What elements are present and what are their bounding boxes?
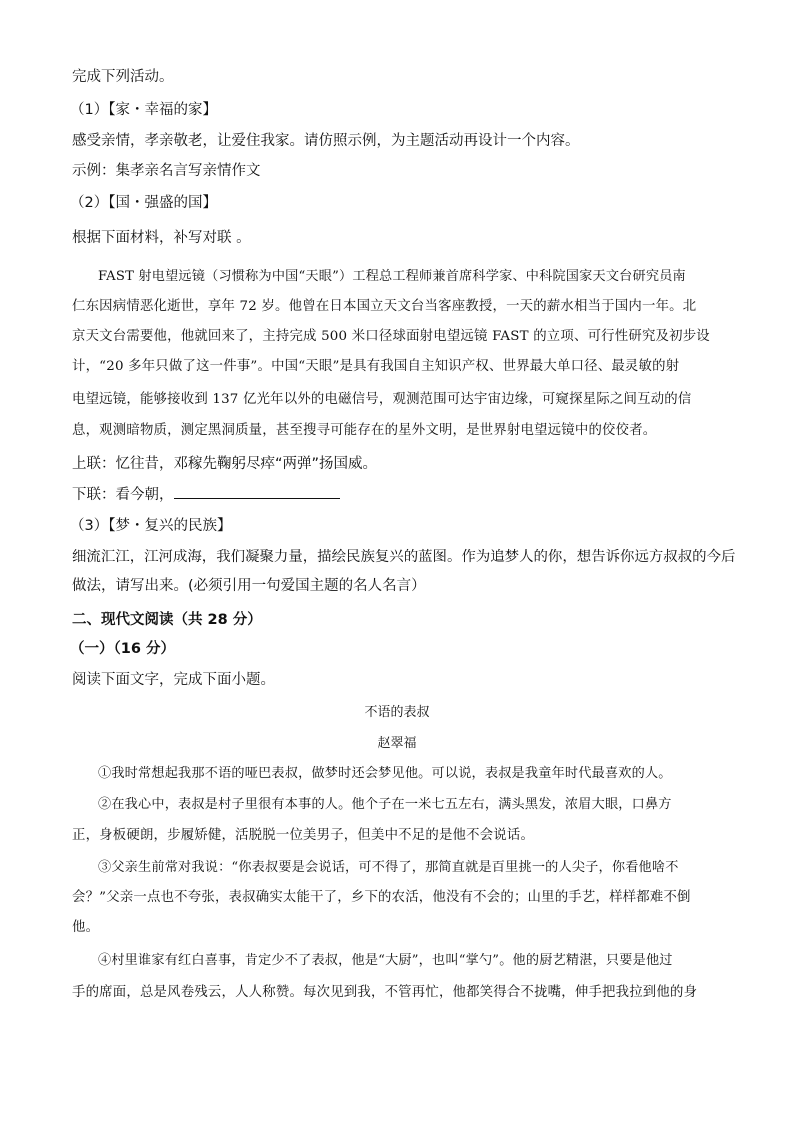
part2-instruction: 根据下面材料，补写对联 。 (72, 230, 251, 246)
article-line: 手的席面，总是风卷残云，人人称赞。每次见到我，不管再忙，他都笑得合不拢嘴，伸手把我拉到他的身 (72, 985, 698, 1000)
part1-example: 示例：集孝亲名言写亲情作文 (72, 163, 261, 179)
part2-heading: （2）【国・强盛的国】 (70, 195, 217, 211)
section2-subtitle: （一）（16 分） (70, 641, 175, 657)
material-line: 计，“20 多年只做了这一件事”。中国“天眼”是具有我国自主知识产权、世界最大单口径、最灵敏的射 (72, 359, 680, 374)
article-line: 正，身板硬朗，步履矫健，活脱脱一位美男子，但美中不足的是他不会说话。 (72, 828, 535, 843)
intro-text: 完成下列活动。 (72, 69, 174, 85)
article-title: 不语的表叔 (364, 705, 430, 720)
article-line: ③父亲生前常对我说：“你表叔要是会说话，可不得了，那简直就是百里挑一的人尖子，你看他啥不 (98, 860, 679, 875)
lower-couplet-row (72, 484, 732, 505)
material-line: 京天文台需要他，他就回来了，主持完成 500 米口径球面射电望远镜 FAST 的立项、可行性研究及初步设 (72, 329, 710, 344)
part3-heading: （3）【梦・复兴的民族】 (70, 518, 232, 534)
lower-couplet-answer-blank[interactable] (174, 484, 340, 499)
article-line: 会？”父亲一点也不夸张，表叔确实太能干了，乡下的农活，他没有不会的；山里的手艺，样样都难不倒 (72, 890, 691, 905)
upper-couplet: 上联：忆往昔，邓稼先鞠躬尽瘁“两弹”扬国威。 (72, 456, 378, 472)
part1-instruction: 感受亲情，孝亲敬老，让爱住我家。请仿照示例，为主题活动再设计一个内容。 (72, 133, 580, 149)
material-line: 息，观测暗物质，测定黑洞质量，甚至搜寻可能存在的星外文明，是世界射电望远镜中的佼佼者。 (72, 423, 657, 438)
section2-title: 二、现代文阅读（共 28 分） (72, 612, 262, 628)
material-line: FAST 射电望远镜（习惯称为中国“天眼”）工程总工程师兼首席科学家、中科院国家天文台研究员南 (98, 269, 686, 284)
article-line: ④村里谁家有红白喜事，肯定少不了表叔，他是“大厨”，也叫“掌勺”。他的厨艺精湛，只要是他过 (98, 953, 673, 968)
part3-instruction-line1: 细流汇江，江河成海，我们凝聚力量，描绘民族复兴的蓝图。作为追梦人的你，想告诉你远方叔叔的今后 (72, 549, 736, 565)
article-author: 赵翠福 (377, 736, 417, 751)
part3-instruction-line2: 做法，请写出来。(必须引用一句爱国主题的名人名言） (72, 578, 426, 594)
material-line: 电望远镜，能够接收到 137 亿光年以外的电磁信号，观测范围可达宇宙边缘，可窥探星际之间互动的信 (72, 392, 692, 407)
part1-heading: （1）【家・幸福的家】 (70, 102, 217, 118)
article-line: 他。 (72, 920, 100, 935)
article-line: ②在我心中，表叔是村子里很有本事的人。他个子在一米七五左右，满头黑发，浓眉大眼，口鼻方 (98, 797, 672, 812)
lower-couplet-label: 下联：看今朝， (72, 487, 174, 503)
section2-instruction: 阅读下面文字，完成下面小题。 (72, 672, 275, 688)
material-line: 仁东因病情恶化逝世，享年 72 岁。他曾在日本国立天文台当客座教授，一天的薪水相当于国内一年。北 (72, 299, 697, 314)
article-line: ①我时常想起我那不语的哑巴表叔，做梦时还会梦见他。可以说，表叔是我童年时代最喜欢的人。 (98, 766, 672, 781)
